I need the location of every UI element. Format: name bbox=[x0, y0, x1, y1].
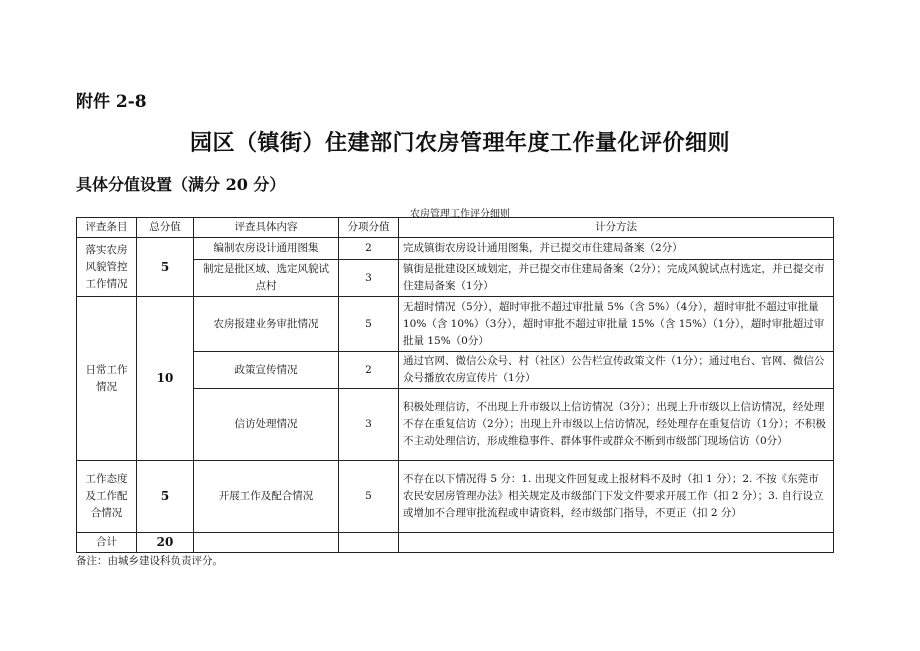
header-content: 评查具体内容 bbox=[194, 218, 339, 238]
group-item: 工作态度及工作配合情况 bbox=[77, 461, 137, 533]
empty-cell bbox=[194, 533, 339, 553]
group-item: 落实农房风貌管控工作情况 bbox=[77, 238, 137, 297]
table-row bbox=[77, 297, 834, 352]
row-content: 政策宣传情况 bbox=[194, 352, 339, 389]
row-content: 农房报建业务审批情况 bbox=[194, 297, 339, 352]
row-content: 编制农房设计通用图集 bbox=[194, 238, 339, 260]
group-total: 10 bbox=[137, 297, 194, 461]
scoring-table bbox=[76, 217, 834, 553]
header-method: 计分方法 bbox=[399, 218, 834, 238]
table-total-row bbox=[77, 533, 834, 553]
row-method: 完成镇街农房设计通用图集，并已提交市住建局备案（2分） bbox=[399, 238, 834, 260]
row-content: 开展工作及配合情况 bbox=[194, 461, 339, 533]
row-method: 通过官网、微信公众号、村（社区）公告栏宣传政策文件（1分）；通过电台、官网、微信公众号播放农房宣传片（1分） bbox=[399, 352, 834, 389]
table-row bbox=[77, 238, 834, 260]
row-score: 5 bbox=[339, 461, 399, 533]
table-header-row bbox=[77, 218, 834, 238]
row-score: 2 bbox=[339, 238, 399, 260]
row-score: 2 bbox=[339, 352, 399, 389]
row-score: 3 bbox=[339, 389, 399, 461]
table-caption: 农房管理工作评分细则 bbox=[410, 209, 510, 220]
row-score: 3 bbox=[339, 260, 399, 297]
row-method: 镇街是批建设区域划定，并已提交市住建局备案（2分）；完成风貌试点村选定，并已提交市住建局备案（1分） bbox=[399, 260, 834, 297]
table-note: 备注：由城乡建设科负责评分。 bbox=[76, 555, 223, 567]
group-total: 5 bbox=[137, 461, 194, 533]
attachment-label: 附件 2-8 bbox=[76, 92, 147, 112]
header-score: 分项分值 bbox=[339, 218, 399, 238]
total-value: 20 bbox=[137, 533, 194, 553]
empty-cell bbox=[339, 533, 399, 553]
header-total: 总分值 bbox=[137, 218, 194, 238]
group-item: 日常工作情况 bbox=[77, 297, 137, 461]
row-method: 积极处理信访，不出现上升市级以上信访情况（3分）；出现上升市级以上信访情况，经处理不存在重复信访（2分）；出现上升市级以上信访情况，经处理存在重复信访（1分）；不积极不主动处理信访，形成维稳事件、群体事件或群众不断到市级部门现场信访（0分） bbox=[399, 389, 834, 461]
total-label: 合计 bbox=[77, 533, 137, 553]
row-content: 信访处理情况 bbox=[194, 389, 339, 461]
table-row bbox=[77, 461, 834, 533]
row-method: 无超时情况（5分），超时审批不超过审批量 5%（含 5%）（4分），超时审批不超过审批量 10%（含 10%）（3分），超时审批不超过审批量 15%（含 15%）（1分），超时审批超过审批量 15%（0分） bbox=[399, 297, 834, 352]
row-score: 5 bbox=[339, 297, 399, 352]
row-content: 制定是批区域、选定风貌试点村 bbox=[194, 260, 339, 297]
document-title: 园区（镇街）住建部门农房管理年度工作量化评价细则 bbox=[189, 131, 730, 156]
group-total: 5 bbox=[137, 238, 194, 297]
empty-cell bbox=[399, 533, 834, 553]
row-method: 不存在以下情况得 5 分：1. 出现文件回复或上报材料不及时（扣 1 分）；2. 不按《东莞市农民安居房管理办法》相关规定及市级部门下发文件要求开展工作（扣 2 分）；3. 自行设立或增加不合理审批流程或申请资料，经市级部门指导，不更正（扣 2 分） bbox=[399, 461, 834, 533]
header-item: 评查条目 bbox=[77, 218, 137, 238]
document-subtitle: 具体分值设置（满分 20 分） bbox=[76, 175, 286, 194]
